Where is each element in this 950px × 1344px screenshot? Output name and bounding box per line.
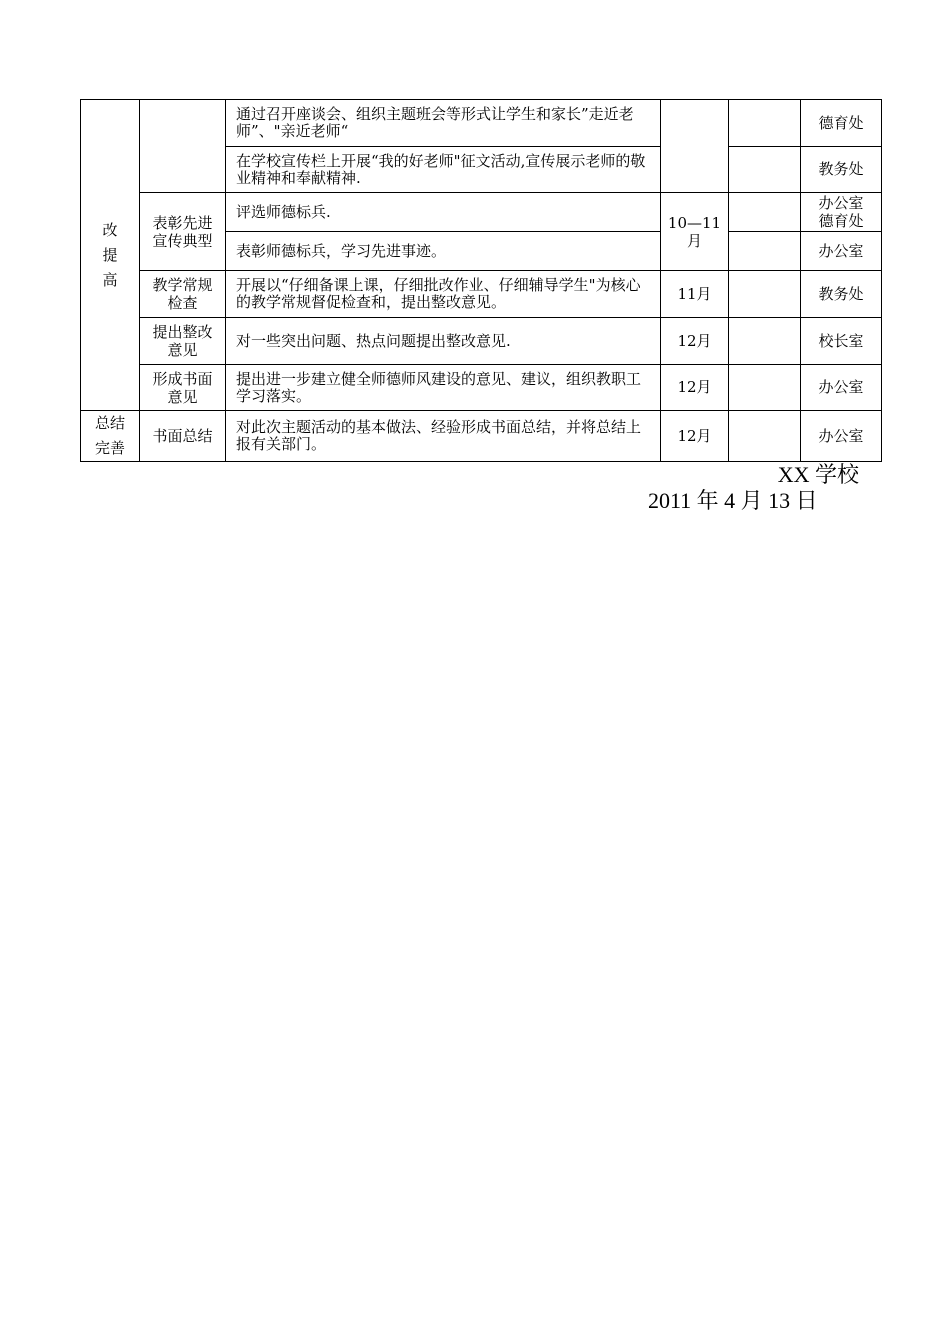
time-cell: 12月: [661, 318, 729, 365]
time-cell: 11月: [661, 271, 729, 318]
blank-cell: [729, 318, 801, 365]
signature-date: 2011 年 4 月 13 日: [648, 488, 818, 513]
blank-cell: [729, 193, 801, 232]
time-cell: 12月: [661, 365, 729, 411]
time-cell: 10—11 月: [661, 193, 729, 271]
table-row: [81, 318, 882, 365]
content-cell: 开展以“仔细备课上课，仔细批改作业、仔细辅导学生"为核心的教学常规督促检查和，提出整改意见。: [226, 271, 661, 318]
dept-cell: 办公室 德育处: [801, 193, 882, 232]
blank-cell: [729, 271, 801, 318]
content-cell: 对一些突出问题、热点问题提出整改意见.: [226, 318, 661, 365]
content-cell: 通过召开座谈会、组织主题班会等形式让学生和家长”走近老师”、"亲近老师“: [226, 100, 661, 147]
item-cell: [140, 100, 226, 193]
blank-cell: [729, 147, 801, 193]
item-cell: 表彰先进 宣传典型: [140, 193, 226, 271]
time-cell: [661, 100, 729, 193]
content-cell: 在学校宣传栏上开展“我的好老师"征文活动,宣传展示老师的敬业精神和奉献精神.: [226, 147, 661, 193]
school-signature: XX 学校: [777, 462, 859, 487]
blank-cell: [729, 411, 801, 462]
blank-cell: [729, 100, 801, 147]
table-row: [81, 100, 882, 147]
dept-cell: 办公室: [801, 411, 882, 462]
item-cell: 书面总结: [140, 411, 226, 462]
item-cell: 教学常规 检查: [140, 271, 226, 318]
table-row: [81, 411, 882, 462]
table-row: [81, 193, 882, 232]
dept-cell: 教务处: [801, 271, 882, 318]
content-cell: 评选师德标兵.: [226, 193, 661, 232]
blank-cell: [729, 232, 801, 271]
dept-cell: 校长室: [801, 318, 882, 365]
content-cell: 表彰师德标兵，学习先进事迹。: [226, 232, 661, 271]
dept-cell: 办公室: [801, 365, 882, 411]
phase-cell-summary: 总结 完善: [81, 411, 140, 462]
dept-cell: 办公室: [801, 232, 882, 271]
activity-plan-table: [80, 99, 882, 462]
item-cell: 提出整改 意见: [140, 318, 226, 365]
blank-cell: [729, 365, 801, 411]
time-cell: 12月: [661, 411, 729, 462]
dept-cell: 德育处: [801, 100, 882, 147]
content-cell: 提出进一步建立健全师德师风建设的意见、建议，组织教职工学习落实。: [226, 365, 661, 411]
table-row: [81, 271, 882, 318]
item-cell: 形成书面 意见: [140, 365, 226, 411]
table-row: [81, 365, 882, 411]
dept-cell: 教务处: [801, 147, 882, 193]
phase-cell-improve: 改 提 高: [81, 100, 140, 411]
content-cell: 对此次主题活动的基本做法、经验形成书面总结，并将总结上报有关部门。: [226, 411, 661, 462]
